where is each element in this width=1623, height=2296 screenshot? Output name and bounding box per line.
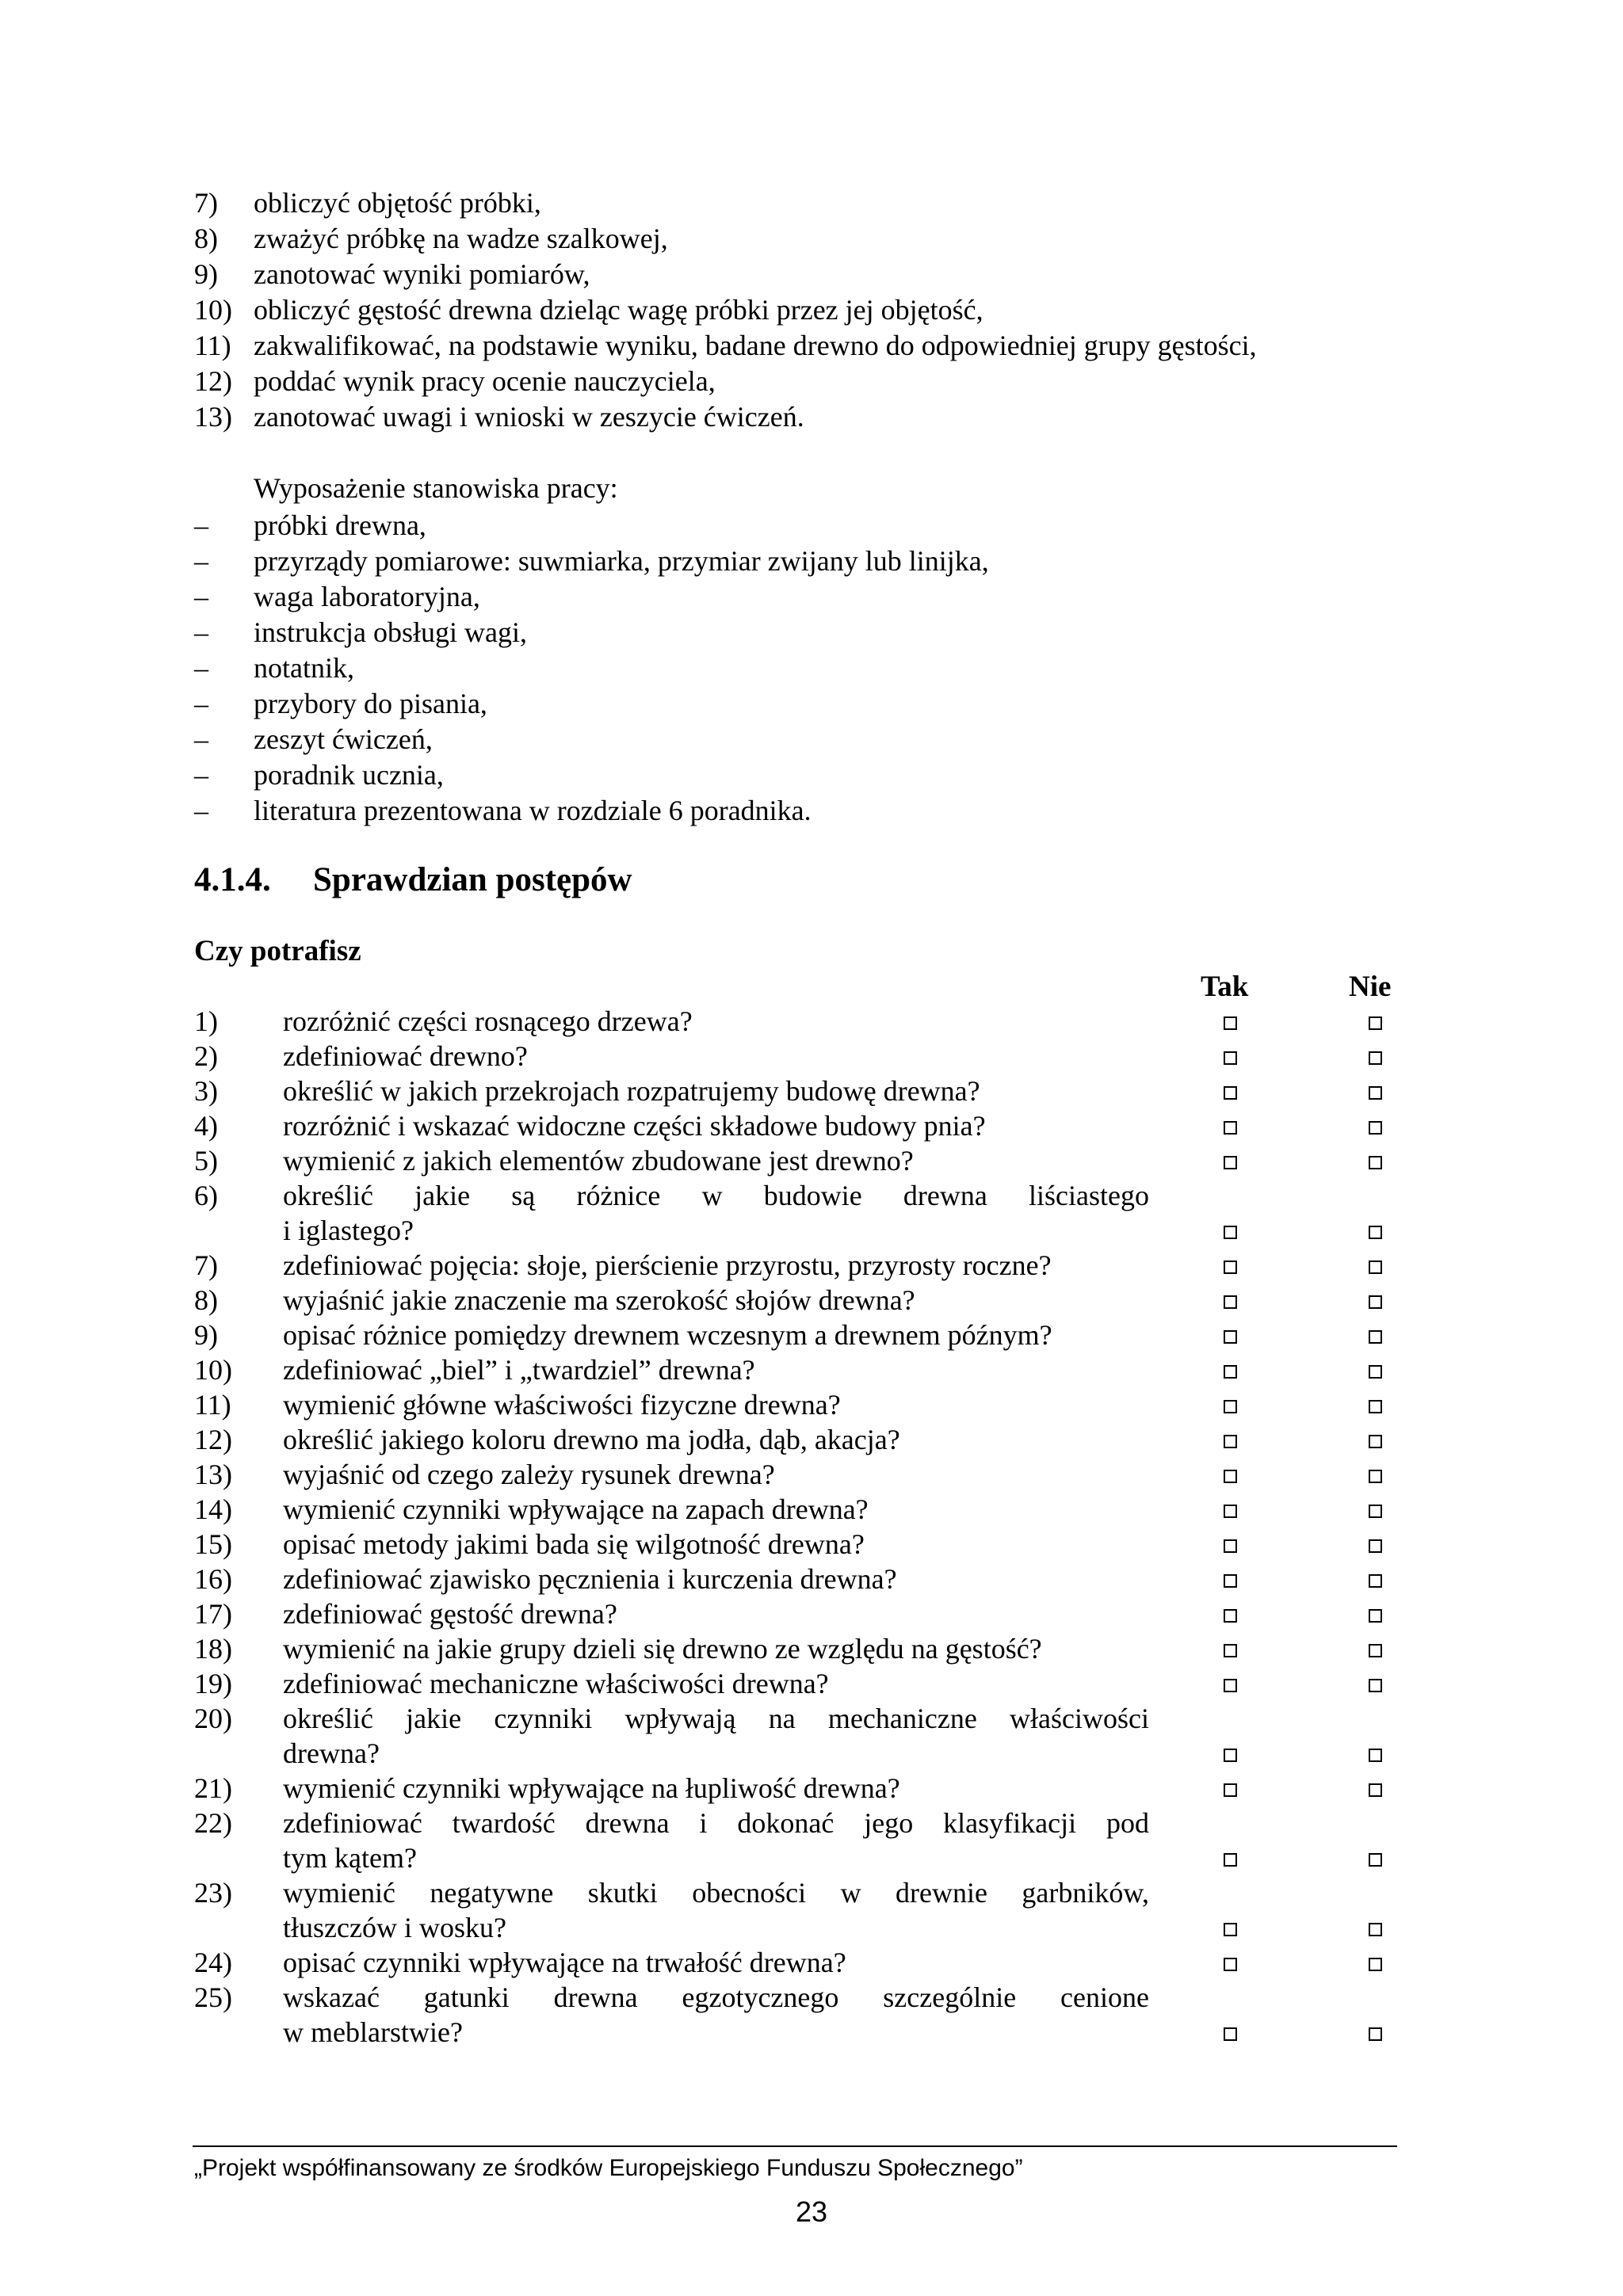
question-number: 14) <box>194 1493 232 1525</box>
equipment-item-text: notatnik, <box>254 652 354 684</box>
step-text: obliczyć objętość próbki, <box>254 187 541 219</box>
question-number: 25) <box>194 1981 232 2013</box>
checkbox-tak[interactable] <box>1224 1226 1237 1239</box>
question-row <box>194 1422 1415 1457</box>
checkbox-nie[interactable] <box>1369 1226 1382 1239</box>
list-dash: – <box>194 723 208 755</box>
question-row <box>194 1143 1415 1178</box>
question-line: określić jakiego koloru drewno ma jodła, dąb, akacja? <box>283 1424 900 1455</box>
question-number: 5) <box>194 1145 218 1177</box>
checkbox-tak[interactable] <box>1224 1261 1237 1274</box>
checkbox-nie[interactable] <box>1369 1679 1382 1692</box>
question-row <box>194 1701 1415 1771</box>
question-text <box>283 1178 1149 1248</box>
column-header-nie: Nie <box>1349 971 1392 1003</box>
question-text <box>283 1283 1149 1318</box>
equipment-item <box>194 650 989 686</box>
equipment-item-text: przyrządy pomiarowe: suwmiarka, przymiar zwijany lub linijka, <box>254 545 989 577</box>
equipment-item <box>194 793 989 829</box>
checkbox-nie[interactable] <box>1369 1435 1382 1448</box>
question-row <box>194 1631 1415 1666</box>
question-line: wymienić negatywne skutki obecności w drewnie garbników, <box>283 1877 1149 1909</box>
checkbox-tak[interactable] <box>1224 1644 1237 1657</box>
question-text <box>283 1666 1149 1701</box>
step-number: 12) <box>194 365 232 397</box>
list-dash: – <box>194 545 208 577</box>
question-number: 10) <box>194 1354 232 1386</box>
quiz-questions <box>194 1004 1415 2050</box>
question-row <box>194 1248 1415 1283</box>
question-number: 16) <box>194 1563 232 1595</box>
question-line: zdefiniować twardość drewna i dokonać jego klasyfikacji pod <box>283 1807 1149 1839</box>
question-number: 4) <box>194 1110 218 1142</box>
checkbox-nie[interactable] <box>1369 1051 1382 1065</box>
checkbox-tak[interactable] <box>1224 1121 1237 1135</box>
question-line: opisać czynniki wpływające na trwałość drewna? <box>283 1947 846 1978</box>
question-line: określić jakie czynniki wpływają na mechaniczne właściwości <box>283 1703 1149 1734</box>
equipment-item <box>194 579 989 615</box>
question-number: 1) <box>194 1005 218 1037</box>
question-number: 15) <box>194 1528 232 1560</box>
question-text <box>283 1422 1149 1457</box>
question-row <box>194 1457 1415 1492</box>
checkbox-nie[interactable] <box>1369 1330 1382 1344</box>
question-text <box>283 1527 1149 1562</box>
checkbox-tak[interactable] <box>1224 1016 1237 1030</box>
equipment-item-text: literatura prezentowana w rozdziale 6 poradnika. <box>254 795 812 826</box>
question-number: 17) <box>194 1598 232 1630</box>
question-line: zdefiniować pojęcia: słoje, pierścienie przyrostu, przyrosty roczne? <box>283 1249 1052 1281</box>
question-line: zdefiniować drewno? <box>283 1040 528 1072</box>
step-text: poddać wynik pracy ocenie nauczyciela, <box>254 365 716 397</box>
question-text <box>283 1352 1149 1387</box>
checkbox-nie[interactable] <box>1369 1853 1382 1867</box>
checkbox-tak[interactable] <box>1224 1853 1237 1867</box>
question-text <box>283 1143 1149 1178</box>
question-number: 12) <box>194 1424 232 1455</box>
question-line: zdefiniować gęstość drewna? <box>283 1598 617 1630</box>
equipment-item <box>194 757 989 793</box>
question-number: 9) <box>194 1319 218 1351</box>
question-row <box>194 1387 1415 1422</box>
checkbox-tak[interactable] <box>1224 1330 1237 1344</box>
question-line: tym kątem? <box>283 1842 417 1874</box>
quiz-heading: Czy potrafisz <box>194 935 361 967</box>
section-heading <box>194 858 632 902</box>
equipment-title: Wyposażenie stanowiska pracy: <box>254 472 618 504</box>
question-line: wskazać gatunki drewna egzotycznego szczególnie cenione <box>283 1981 1149 2013</box>
step-item <box>194 185 1462 221</box>
checkbox-tak[interactable] <box>1224 1539 1237 1553</box>
question-number: 2) <box>194 1040 218 1072</box>
question-text <box>283 1806 1149 1875</box>
question-text <box>283 1596 1149 1631</box>
procedure-steps-list <box>194 185 1462 435</box>
question-text <box>283 1004 1149 1039</box>
question-text <box>283 1945 1149 1980</box>
equipment-item-text: przybory do pisania, <box>254 688 487 719</box>
question-row <box>194 1004 1415 1039</box>
question-line: wymienić z jakich elementów zbudowane jest drewno? <box>283 1145 914 1177</box>
equipment-item <box>194 543 989 579</box>
section-number: 4.1.4. <box>194 861 271 898</box>
column-header-tak: Tak <box>1201 971 1249 1003</box>
checkbox-nie[interactable] <box>1369 1121 1382 1135</box>
question-text <box>283 1318 1149 1352</box>
question-text <box>283 1701 1149 1771</box>
question-text <box>283 1492 1149 1527</box>
step-number: 8) <box>194 223 218 254</box>
question-number: 11) <box>194 1389 231 1421</box>
checkbox-tak[interactable] <box>1224 1470 1237 1483</box>
question-line: wymienić główne właściwości fizyczne drewna? <box>283 1389 841 1421</box>
checkbox-nie[interactable] <box>1369 1365 1382 1379</box>
list-dash: – <box>194 795 208 826</box>
question-text <box>283 1562 1149 1596</box>
equipment-item <box>194 686 989 722</box>
question-line: wyjaśnić jakie znaczenie ma szerokość słojów drewna? <box>283 1284 915 1316</box>
checkbox-nie[interactable] <box>1369 1470 1382 1483</box>
equipment-item <box>194 722 989 757</box>
equipment-item-text: instrukcja obsługi wagi, <box>254 616 527 648</box>
checkbox-nie[interactable] <box>1369 1574 1382 1588</box>
question-line: wymienić czynniki wpływające na łupliwość drewna? <box>283 1772 900 1804</box>
question-number: 20) <box>194 1703 232 1734</box>
checkbox-nie[interactable] <box>1369 1539 1382 1553</box>
question-line: rozróżnić i wskazać widoczne części składowe budowy pnia? <box>283 1110 986 1142</box>
footer-divider <box>193 2145 1397 2147</box>
equipment-item <box>194 615 989 650</box>
step-number: 10) <box>194 294 232 326</box>
list-dash: – <box>194 688 208 719</box>
question-number: 7) <box>194 1249 218 1281</box>
question-text <box>283 1771 1149 1806</box>
step-number: 7) <box>194 187 218 219</box>
question-number: 23) <box>194 1877 232 1909</box>
question-line: zdefiniować zjawisko pęcznienia i kurczenia drewna? <box>283 1563 897 1595</box>
question-number: 3) <box>194 1075 218 1107</box>
checkbox-tak[interactable] <box>1224 1295 1237 1309</box>
checkbox-nie[interactable] <box>1369 1749 1382 1762</box>
question-row <box>194 1352 1415 1387</box>
question-line: i iglastego? <box>283 1215 414 1246</box>
checkbox-tak[interactable] <box>1224 1783 1237 1797</box>
equipment-list <box>194 508 989 829</box>
step-text: zanotować wyniki pomiarów, <box>254 258 590 290</box>
checkbox-tak[interactable] <box>1224 1365 1237 1379</box>
question-row <box>194 1980 1415 2050</box>
question-text <box>283 1074 1149 1108</box>
question-line: opisać różnice pomiędzy drewnem wczesnym a drewnem późnym? <box>283 1319 1052 1351</box>
question-number: 21) <box>194 1772 232 1804</box>
step-item <box>194 221 1462 257</box>
checkbox-tak[interactable] <box>1224 1400 1237 1413</box>
question-text <box>283 1248 1149 1283</box>
question-text <box>283 1039 1149 1074</box>
question-line: zdefiniować „biel” i „twardziel” drewna? <box>283 1354 755 1386</box>
list-dash: – <box>194 581 208 612</box>
checkbox-nie[interactable] <box>1369 1609 1382 1623</box>
checkbox-nie[interactable] <box>1369 2027 1382 2041</box>
page-number: 23 <box>795 2195 828 2228</box>
question-line: w meblarstwie? <box>283 2016 463 2048</box>
question-row <box>194 1039 1415 1074</box>
question-number: 22) <box>194 1807 232 1839</box>
step-item <box>194 292 1462 328</box>
question-row <box>194 1945 1415 1980</box>
question-line: określić w jakich przekrojach rozpatrujemy budowę drewna? <box>283 1075 980 1107</box>
checkbox-nie[interactable] <box>1369 1923 1382 1936</box>
step-text: zważyć próbkę na wadze szalkowej, <box>254 223 668 254</box>
checkbox-nie[interactable] <box>1369 1016 1382 1030</box>
checkbox-tak[interactable] <box>1224 1574 1237 1588</box>
checkbox-nie[interactable] <box>1369 1261 1382 1274</box>
question-number: 6) <box>194 1180 218 1211</box>
checkbox-nie[interactable] <box>1369 1400 1382 1413</box>
question-number: 19) <box>194 1668 232 1699</box>
step-number: 11) <box>194 330 231 361</box>
step-text: zakwalifikować, na podstawie wyniku, badane drewno do odpowiedniej grupy gęstości, <box>254 330 1257 361</box>
checkbox-tak[interactable] <box>1224 1505 1237 1518</box>
checkbox-nie[interactable] <box>1369 1086 1382 1100</box>
checkbox-tak[interactable] <box>1224 2027 1237 2041</box>
checkbox-tak[interactable] <box>1224 1749 1237 1762</box>
question-row <box>194 1666 1415 1701</box>
question-text <box>283 1631 1149 1666</box>
step-number: 13) <box>194 401 232 433</box>
checkbox-tak[interactable] <box>1224 1958 1237 1971</box>
checkbox-nie[interactable] <box>1369 1156 1382 1169</box>
question-line: opisać metody jakimi bada się wilgotność drewna? <box>283 1528 865 1560</box>
question-row <box>194 1806 1415 1875</box>
equipment-item <box>194 508 989 543</box>
section-title: Sprawdzian postępów <box>313 861 632 898</box>
question-text <box>283 1875 1149 1945</box>
question-line: wymienić na jakie grupy dzieli się drewno ze względu na gęstość? <box>283 1633 1042 1665</box>
question-line: tłuszczów i wosku? <box>283 1912 506 1943</box>
equipment-item-text: waga laboratoryjna, <box>254 581 480 612</box>
checkbox-nie[interactable] <box>1369 1644 1382 1657</box>
question-text <box>283 1457 1149 1492</box>
checkbox-tak[interactable] <box>1224 1051 1237 1065</box>
checkbox-tak[interactable] <box>1224 1086 1237 1100</box>
checkbox-nie[interactable] <box>1369 1958 1382 1971</box>
question-number: 18) <box>194 1633 232 1665</box>
checkbox-tak[interactable] <box>1224 1609 1237 1623</box>
equipment-item-text: poradnik ucznia, <box>254 759 444 791</box>
step-item <box>194 364 1462 399</box>
question-line: wymienić czynniki wpływające na zapach drewna? <box>283 1493 869 1525</box>
checkbox-tak[interactable] <box>1224 1923 1237 1936</box>
step-item <box>194 328 1462 364</box>
checkbox-nie[interactable] <box>1369 1505 1382 1518</box>
list-dash: – <box>194 652 208 684</box>
question-row <box>194 1178 1415 1248</box>
step-number: 9) <box>194 258 218 290</box>
question-row <box>194 1562 1415 1596</box>
question-text <box>283 1108 1149 1143</box>
question-line: wyjaśnić od czego zależy rysunek drewna? <box>283 1459 775 1490</box>
question-row <box>194 1074 1415 1108</box>
checkbox-tak[interactable] <box>1224 1156 1237 1169</box>
question-row <box>194 1771 1415 1806</box>
list-dash: – <box>194 509 208 541</box>
question-row <box>194 1283 1415 1318</box>
question-number: 13) <box>194 1459 232 1490</box>
step-text: zanotować uwagi i wnioski w zeszycie ćwiczeń. <box>254 401 804 433</box>
question-number: 24) <box>194 1947 232 1978</box>
list-dash: – <box>194 616 208 648</box>
question-line: drewna? <box>283 1737 380 1769</box>
question-line: określić jakie są różnice w budowie drewna liściastego <box>283 1180 1149 1211</box>
checkbox-nie[interactable] <box>1369 1295 1382 1309</box>
step-item <box>194 257 1462 292</box>
equipment-item-text: zeszyt ćwiczeń, <box>254 723 433 755</box>
checkbox-tak[interactable] <box>1224 1679 1237 1692</box>
question-number: 8) <box>194 1284 218 1316</box>
checkbox-nie[interactable] <box>1369 1783 1382 1797</box>
question-row <box>194 1596 1415 1631</box>
question-text <box>283 1980 1149 2050</box>
step-text: obliczyć gęstość drewna dzieląc wagę próbki przez jej objętość, <box>254 294 983 326</box>
question-row <box>194 1108 1415 1143</box>
question-text <box>283 1387 1149 1422</box>
question-line: rozróżnić części rosnącego drzewa? <box>283 1005 693 1037</box>
question-row <box>194 1875 1415 1945</box>
question-row <box>194 1492 1415 1527</box>
equipment-item-text: próbki drewna, <box>254 509 426 541</box>
question-row <box>194 1318 1415 1352</box>
checkbox-tak[interactable] <box>1224 1435 1237 1448</box>
question-row <box>194 1527 1415 1562</box>
step-item <box>194 399 1462 435</box>
list-dash: – <box>194 759 208 791</box>
question-line: zdefiniować mechaniczne właściwości drewna? <box>283 1668 829 1699</box>
footer-text: „Projekt współfinansowany ze środków Europejskiego Funduszu Społecznego” <box>194 2155 1023 2181</box>
